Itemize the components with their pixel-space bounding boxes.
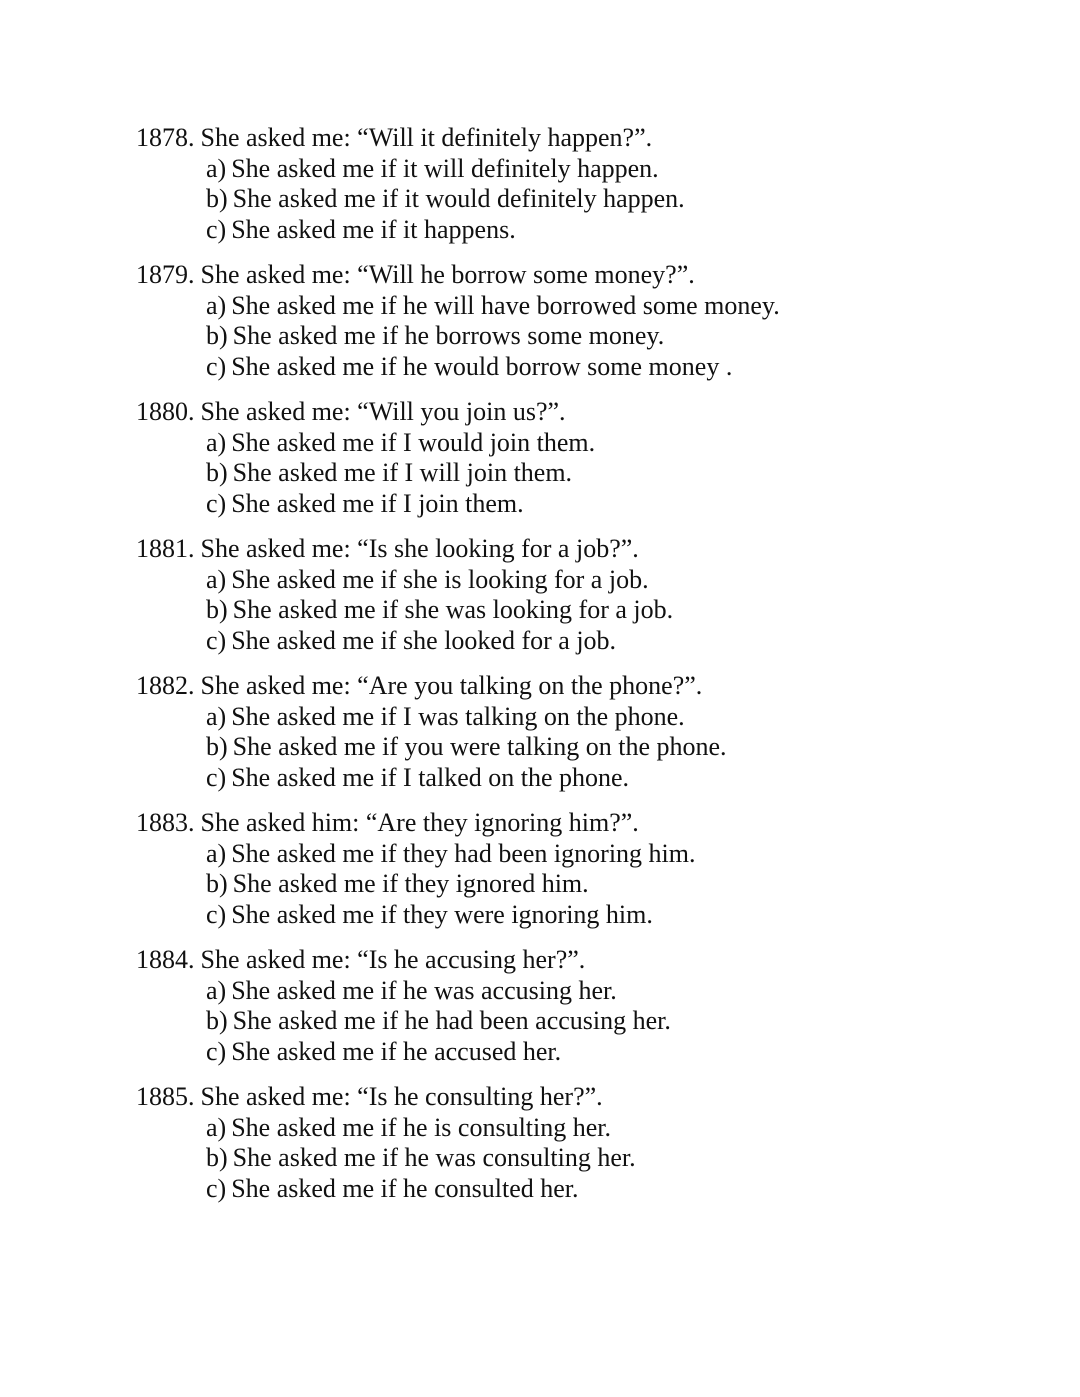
option-letter: b) bbox=[206, 321, 228, 350]
option-a bbox=[206, 428, 1036, 459]
option-text: She asked me if it would definitely happen. bbox=[232, 184, 685, 213]
option-letter: b) bbox=[206, 869, 228, 898]
option-text: She asked me if they were ignoring him. bbox=[231, 899, 653, 929]
question-item bbox=[136, 808, 1036, 930]
option-a bbox=[206, 291, 1036, 322]
option-letter: a) bbox=[206, 564, 227, 594]
option-a bbox=[206, 1113, 1036, 1144]
option-letter: b) bbox=[206, 1143, 228, 1172]
option-text: She asked me if he borrows some money. bbox=[232, 321, 665, 350]
question-stem bbox=[136, 534, 1036, 565]
question-prompt: She asked me: “Is she looking for a job?”. bbox=[200, 534, 639, 563]
question-number: 1879. bbox=[136, 260, 195, 289]
question-number: 1880. bbox=[136, 397, 195, 426]
option-list bbox=[136, 976, 1036, 1068]
option-text: She asked me if I join them. bbox=[231, 488, 524, 518]
option-list bbox=[136, 154, 1036, 246]
question-number: 1881. bbox=[136, 534, 195, 563]
question-stem bbox=[136, 808, 1036, 839]
question-prompt: She asked him: “Are they ignoring him?”. bbox=[200, 808, 639, 837]
option-a bbox=[206, 154, 1036, 185]
option-text: She asked me if he was consulting her. bbox=[232, 1143, 636, 1172]
option-c bbox=[206, 763, 1036, 794]
option-text: She asked me if he would borrow some money . bbox=[231, 351, 733, 381]
option-letter: b) bbox=[206, 732, 228, 761]
option-letter: a) bbox=[206, 701, 227, 731]
option-list bbox=[136, 1113, 1036, 1205]
question-prompt: She asked me: “Will he borrow some money?”. bbox=[200, 260, 695, 289]
option-b bbox=[206, 869, 1036, 900]
question-prompt: She asked me: “Is he consulting her?”. bbox=[200, 1082, 603, 1111]
question-item bbox=[136, 534, 1036, 656]
option-text: She asked me if she looked for a job. bbox=[231, 625, 617, 655]
question-number: 1878. bbox=[136, 123, 195, 152]
question-number: 1883. bbox=[136, 808, 195, 837]
option-letter: c) bbox=[206, 214, 227, 244]
question-item bbox=[136, 945, 1036, 1067]
option-letter: a) bbox=[206, 838, 227, 868]
option-letter: b) bbox=[206, 458, 228, 487]
option-text: She asked me if he consulted her. bbox=[231, 1173, 579, 1203]
option-a bbox=[206, 976, 1036, 1007]
option-letter: b) bbox=[206, 184, 228, 213]
option-letter: b) bbox=[206, 595, 228, 624]
question-item bbox=[136, 260, 1036, 382]
option-letter: a) bbox=[206, 290, 227, 320]
question-number: 1885. bbox=[136, 1082, 195, 1111]
question-number: 1882. bbox=[136, 671, 195, 700]
option-b bbox=[206, 321, 1036, 352]
option-text: She asked me if it will definitely happen. bbox=[231, 153, 659, 183]
option-text: She asked me if she is looking for a job. bbox=[231, 564, 649, 594]
option-text: She asked me if he will have borrowed some money. bbox=[231, 290, 780, 320]
option-text: She asked me if it happens. bbox=[231, 214, 516, 244]
option-text: She asked me if I talked on the phone. bbox=[231, 762, 630, 792]
option-text: She asked me if you were talking on the phone. bbox=[232, 732, 727, 761]
option-letter: b) bbox=[206, 1006, 228, 1035]
option-c bbox=[206, 900, 1036, 931]
option-letter: c) bbox=[206, 1036, 227, 1066]
option-letter: a) bbox=[206, 1112, 227, 1142]
option-a bbox=[206, 565, 1036, 596]
option-b bbox=[206, 1006, 1036, 1037]
option-text: She asked me if he was accusing her. bbox=[231, 975, 617, 1005]
option-c bbox=[206, 352, 1036, 383]
option-letter: a) bbox=[206, 427, 227, 457]
question-stem bbox=[136, 671, 1036, 702]
option-list bbox=[136, 839, 1036, 931]
question-prompt: She asked me: “Is he accusing her?”. bbox=[200, 945, 586, 974]
question-prompt: She asked me: “Will you join us?”. bbox=[200, 397, 566, 426]
option-b bbox=[206, 595, 1036, 626]
option-c bbox=[206, 1174, 1036, 1205]
option-a bbox=[206, 839, 1036, 870]
option-list bbox=[136, 428, 1036, 520]
question-prompt: She asked me: “Are you talking on the phone?”. bbox=[200, 671, 703, 700]
question-stem bbox=[136, 260, 1036, 291]
question-item bbox=[136, 397, 1036, 519]
option-text: She asked me if he accused her. bbox=[231, 1036, 562, 1066]
question-item bbox=[136, 1082, 1036, 1204]
question-stem bbox=[136, 123, 1036, 154]
option-letter: c) bbox=[206, 899, 227, 929]
question-item bbox=[136, 123, 1036, 245]
option-list bbox=[136, 702, 1036, 794]
option-letter: c) bbox=[206, 625, 227, 655]
option-b bbox=[206, 184, 1036, 215]
question-number: 1884. bbox=[136, 945, 195, 974]
option-letter: c) bbox=[206, 351, 227, 381]
option-text: She asked me if they had been ignoring him. bbox=[231, 838, 696, 868]
option-letter: c) bbox=[206, 488, 227, 518]
option-c bbox=[206, 1037, 1036, 1068]
option-c bbox=[206, 215, 1036, 246]
option-b bbox=[206, 732, 1036, 763]
option-letter: c) bbox=[206, 762, 227, 792]
option-text: She asked me if I was talking on the phone. bbox=[231, 701, 685, 731]
option-letter: c) bbox=[206, 1173, 227, 1203]
option-letter: a) bbox=[206, 153, 227, 183]
question-stem bbox=[136, 1082, 1036, 1113]
option-b bbox=[206, 1143, 1036, 1174]
option-list bbox=[136, 291, 1036, 383]
option-text: She asked me if I would join them. bbox=[231, 427, 596, 457]
option-letter: a) bbox=[206, 975, 227, 1005]
question-prompt: She asked me: “Will it definitely happen?”. bbox=[200, 123, 653, 152]
question-item bbox=[136, 671, 1036, 793]
question-stem bbox=[136, 397, 1036, 428]
option-text: She asked me if he had been accusing her. bbox=[232, 1006, 671, 1035]
option-text: She asked me if he is consulting her. bbox=[231, 1112, 612, 1142]
option-text: She asked me if they ignored him. bbox=[232, 869, 589, 898]
question-stem bbox=[136, 945, 1036, 976]
option-a bbox=[206, 702, 1036, 733]
option-text: She asked me if she was looking for a job. bbox=[232, 595, 674, 624]
option-c bbox=[206, 626, 1036, 657]
question-list bbox=[136, 123, 1036, 1219]
option-c bbox=[206, 489, 1036, 520]
option-text: She asked me if I will join them. bbox=[232, 458, 573, 487]
option-b bbox=[206, 458, 1036, 489]
option-list bbox=[136, 565, 1036, 657]
